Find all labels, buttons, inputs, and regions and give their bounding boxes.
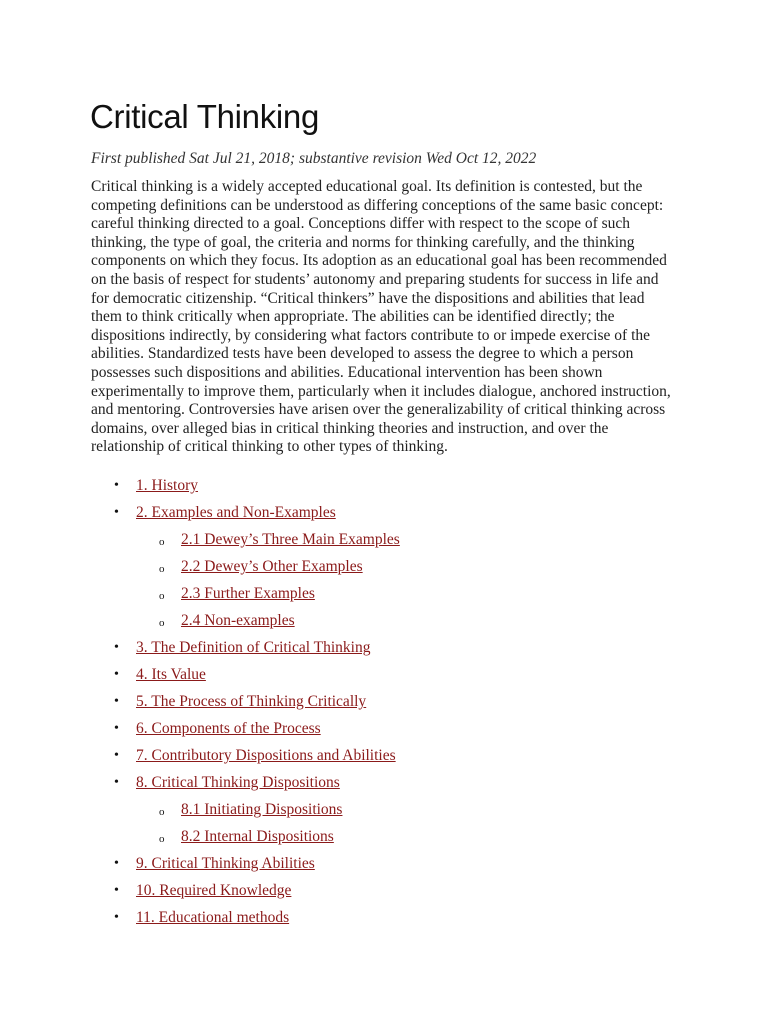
bullet-icon: • xyxy=(114,748,119,763)
paragraph-line: dispositions indirectly, by considering what factors contribute to or impede exercise of the xyxy=(91,326,650,344)
bullet-icon: • xyxy=(114,910,119,925)
paragraph-line: for democratic citizenship. “Critical thinkers” have the dispositions and abilities that lead xyxy=(91,289,645,307)
paragraph-line: Critical thinking is a widely accepted educational goal. Its definition is contested, but the xyxy=(91,178,643,195)
intro-paragraph xyxy=(91,178,691,457)
toc-link[interactable]: 7. Contributory Dispositions and Abilities xyxy=(136,747,396,764)
paragraph-line: competing definitions can be understood as differing conceptions of the same basic concept: xyxy=(91,196,664,214)
toc-link[interactable]: 11. Educational methods xyxy=(136,909,290,926)
paragraph-line: possesses such dispositions and abilities. Educational intervention has been shown xyxy=(91,363,603,381)
hollow-bullet-icon: o xyxy=(159,833,165,845)
toc-link[interactable]: 6. Components of the Process xyxy=(136,720,321,737)
hollow-bullet-icon: o xyxy=(159,617,165,629)
paragraph-line: them to think critically when appropriate. The abilities can be identified directly; the xyxy=(91,308,615,326)
toc-link[interactable]: 4. Its Value xyxy=(136,666,206,683)
bullet-icon: • xyxy=(114,478,119,493)
bullet-icon: • xyxy=(114,667,119,682)
toc-link[interactable]: 2. Examples and Non-Examples xyxy=(136,504,336,521)
paragraph-line: and mentoring. Controversies have arisen over the generalizability of critical thinking across xyxy=(91,401,666,419)
paragraph-line: relationship of critical thinking to other types of thinking. xyxy=(91,438,448,456)
toc-link[interactable]: 10. Required Knowledge xyxy=(136,882,292,899)
toc-link[interactable]: 5. The Process of Thinking Critically xyxy=(136,693,367,710)
toc-link[interactable]: 8.1 Initiating Dispositions xyxy=(181,801,343,818)
paragraph-line: domains, over alleged bias in critical thinking theories and instruction, and over the xyxy=(91,419,609,437)
bullet-icon: • xyxy=(114,694,119,709)
bullet-icon: • xyxy=(114,721,119,736)
toc-link[interactable]: 8.2 Internal Dispositions xyxy=(181,828,334,845)
paragraph-line: experimentally to improve them, particularly when it includes dialogue, anchored instruction, xyxy=(91,382,671,400)
paragraph-line: abilities. Standardized tests have been developed to assess the degree to which a person xyxy=(91,345,634,363)
toc-link[interactable]: 8. Critical Thinking Dispositions xyxy=(136,774,340,791)
hollow-bullet-icon: o xyxy=(159,536,165,548)
paragraph-line: thinking, the type of goal, the criteria and norms for thinking carefully, and the thinking xyxy=(91,233,635,251)
paragraph-line: components on which they focus. Its adoption as an educational goal has been recommended xyxy=(91,252,667,270)
toc-link[interactable]: 9. Critical Thinking Abilities xyxy=(136,855,315,872)
toc-link[interactable]: 3. The Definition of Critical Thinking xyxy=(136,639,371,656)
publication-info: First published Sat Jul 21, 2018; substantive revision Wed Oct 12, 2022 xyxy=(91,150,537,167)
hollow-bullet-icon: o xyxy=(159,563,165,575)
toc-link[interactable]: 2.4 Non-examples xyxy=(181,612,295,629)
bullet-icon: • xyxy=(114,505,119,520)
bullet-icon: • xyxy=(114,856,119,871)
hollow-bullet-icon: o xyxy=(159,590,165,602)
bullet-icon: • xyxy=(114,640,119,655)
paragraph-line: on the basis of respect for students’ autonomy and preparing students for success in life and xyxy=(91,270,659,288)
bullet-icon: • xyxy=(114,775,119,790)
toc-link[interactable]: 2.3 Further Examples xyxy=(181,585,315,602)
bullet-icon: • xyxy=(114,883,119,898)
toc-link[interactable]: 2.2 Dewey’s Other Examples xyxy=(181,558,363,575)
paragraph-line: careful thinking directed to a goal. Conceptions differ with respect to the scope of such xyxy=(91,215,631,233)
hollow-bullet-icon: o xyxy=(159,806,165,818)
toc-link[interactable]: 2.1 Dewey’s Three Main Examples xyxy=(181,531,400,548)
toc-link[interactable]: 1. History xyxy=(136,477,198,494)
page-title: Critical Thinking xyxy=(90,98,320,135)
